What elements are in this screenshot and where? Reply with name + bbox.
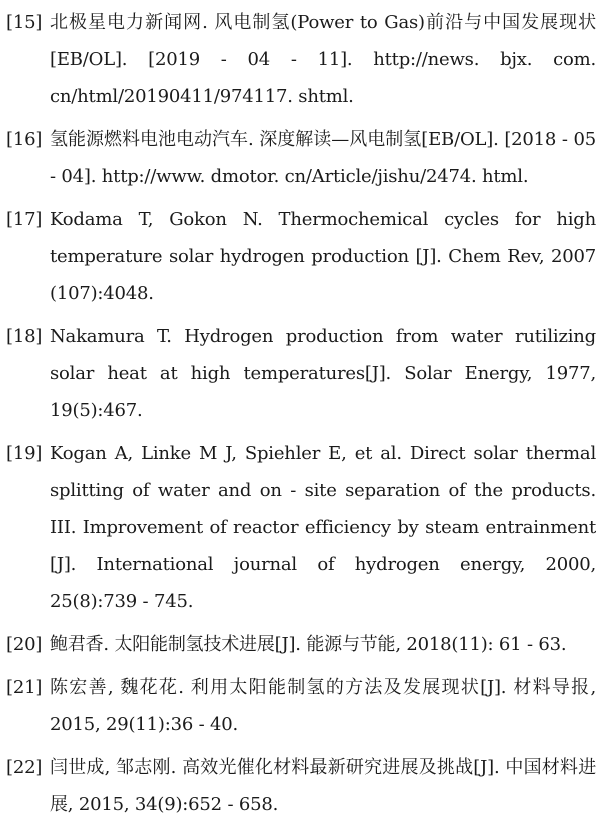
reference-number: [18] bbox=[6, 326, 43, 347]
reference-entry bbox=[6, 201, 596, 312]
reference-text: 鲍君香. 太阳能制氢技术进展[J]. 能源与节能, 2018(11): 61 - 63. bbox=[50, 634, 567, 655]
reference-entry bbox=[6, 4, 596, 115]
reference-text: 北极星电力新闻网. 风电制氢(Power to Gas)前沿与中国发展现状[EB/OL]. [2019 - 04 - 11]. http://news. bjx. com. cn/html/20190411/974117. shtml. bbox=[50, 12, 596, 107]
reference-entry bbox=[6, 121, 596, 195]
reference-entry bbox=[6, 749, 596, 823]
reference-number: [15] bbox=[6, 12, 43, 33]
reference-number: [19] bbox=[6, 443, 43, 464]
reference-text: Kodama T, Gokon N. Thermochemical cycles for high temperature solar hydrogen production [J]. Chem Rev, 2007 (107):4048. bbox=[50, 209, 596, 304]
reference-entry bbox=[6, 669, 596, 743]
reference-number: [21] bbox=[6, 677, 43, 698]
reference-text: 陈宏善, 魏花花. 利用太阳能制氢的方法及发展现状[J]. 材料导报, 2015, 29(11):36 - 40. bbox=[50, 677, 596, 735]
reference-entry bbox=[6, 435, 596, 620]
reference-text: Kogan A, Linke M J, Spiehler E, et al. Direct solar thermal splitting of water and on - site separation of the products. III. Improvement of reactor efficiency by steam entrainment [J]. International journal of hydrogen energy, 2000, 25(8):739 - 745. bbox=[50, 443, 596, 612]
reference-text: 氢能源燃料电池电动汽车. 深度解读—风电制氢[EB/OL]. [2018 - 05 - 04]. http://www. dmotor. cn/Article/jishu/2474. html. bbox=[50, 129, 596, 187]
reference-number: [22] bbox=[6, 757, 43, 778]
reference-entry bbox=[6, 318, 596, 429]
reference-number: [16] bbox=[6, 129, 43, 150]
reference-entry bbox=[6, 626, 596, 663]
reference-text: 闫世成, 邹志刚. 高效光催化材料最新研究进展及挑战[J]. 中国材料进展, 2015, 34(9):652 - 658. bbox=[50, 757, 596, 815]
reference-text: Nakamura T. Hydrogen production from water rutilizing solar heat at high temperatures[J]. Solar Energy, 1977, 19(5):467. bbox=[50, 326, 596, 421]
reference-number: [17] bbox=[6, 209, 43, 230]
reference-number: [20] bbox=[6, 634, 43, 655]
